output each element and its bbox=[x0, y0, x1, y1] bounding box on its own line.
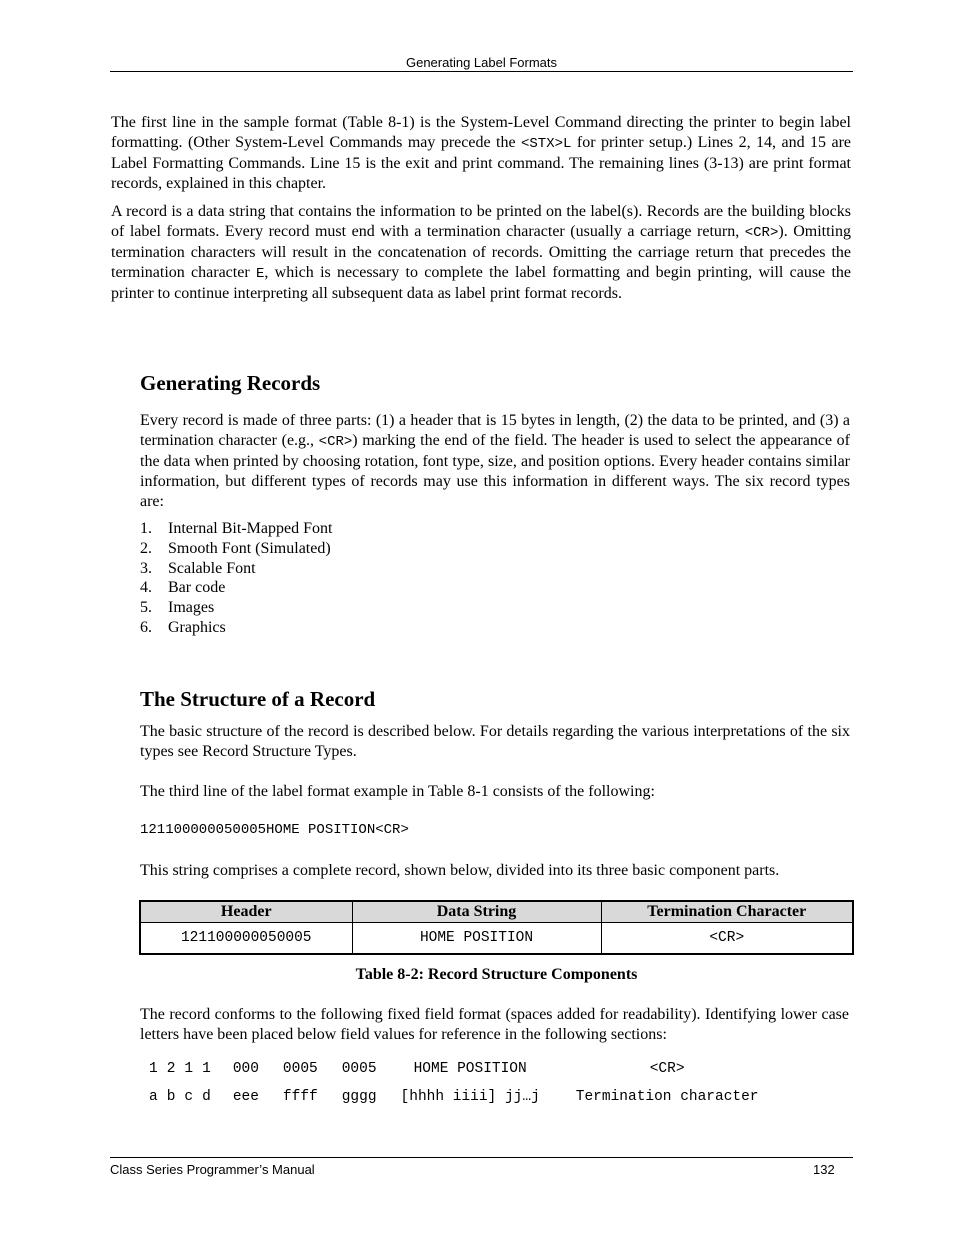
list-text: Internal Bit-Mapped Font bbox=[168, 520, 333, 537]
table-cell: <CR> bbox=[601, 923, 853, 955]
inline-code: <CR> bbox=[744, 225, 779, 241]
field-letter: d bbox=[202, 1089, 211, 1105]
table-header-row bbox=[140, 901, 853, 923]
generating-records-paragraph bbox=[140, 411, 850, 512]
text-run: ). Omitting termination characters will result in the concatenation of records. Omitting the carriage return that precedes the termination character bbox=[111, 223, 851, 281]
text-run: The first line in the sample format (Table 8-1) is the System-Level Command directing the printer to begin label formatting. (Other System-Level Commands may precede the bbox=[111, 114, 851, 151]
structure-paragraph-2: The third line of the label format example in Table 8-1 consists of the following: bbox=[140, 783, 655, 800]
list-number: 3. bbox=[140, 559, 152, 577]
list-text: Images bbox=[168, 599, 215, 617]
field-value: 1 bbox=[149, 1061, 158, 1077]
field-letter: eee bbox=[232, 1089, 259, 1105]
code-example: 121100000050005HOME POSITION<CR> bbox=[140, 822, 409, 838]
structure-paragraph-1: The basic structure of the record is described below. For details regarding the various interpretations of the six types see Record Structure Types. bbox=[140, 723, 850, 760]
field-value: 0005 bbox=[341, 1061, 377, 1077]
section-heading-structure: The Structure of a Record bbox=[140, 687, 376, 711]
field-letter: b bbox=[166, 1089, 176, 1105]
header-rule bbox=[110, 71, 853, 72]
field-value: <CR> bbox=[649, 1061, 685, 1077]
intro-paragraph-2 bbox=[111, 202, 851, 304]
list-text: Scalable Font bbox=[168, 559, 256, 577]
page-number: 132 bbox=[813, 1162, 835, 1177]
field-letter: ffff bbox=[282, 1089, 318, 1105]
inline-code: <STX>L bbox=[521, 136, 572, 152]
field-letter: [hhhh iiii] jj…j bbox=[400, 1089, 540, 1105]
column-header: Data String bbox=[352, 901, 601, 923]
field-value: 2 bbox=[166, 1061, 176, 1077]
list-item bbox=[140, 519, 332, 539]
field-values-row bbox=[140, 1055, 759, 1083]
list-number: 5. bbox=[140, 599, 152, 617]
field-value: HOME POSITION bbox=[413, 1061, 527, 1077]
table-row bbox=[140, 923, 853, 955]
fixed-field-format bbox=[140, 1055, 759, 1111]
inline-code: <CR> bbox=[318, 434, 353, 450]
field-letter: gggg bbox=[341, 1089, 377, 1105]
field-value: 1 bbox=[184, 1061, 194, 1077]
text-run: Every record is made of three parts: (1) a header that is 15 bytes in length, (2) the data to be printed, and (3) a termination character (e.g., bbox=[140, 412, 850, 449]
field-value: 000 bbox=[232, 1061, 259, 1077]
record-types-list bbox=[140, 519, 332, 638]
list-number: 6. bbox=[140, 618, 152, 636]
list-number: 1. bbox=[140, 520, 152, 537]
footer-rule bbox=[110, 1157, 853, 1158]
field-letters-row bbox=[140, 1083, 759, 1111]
text-run: , which is necessary to complete the label formatting and begin printing, will cause the printer to continue interpreting all subsequent data as label print format records. bbox=[111, 264, 851, 302]
intro-paragraph-1 bbox=[111, 113, 851, 194]
column-header: Termination Character bbox=[601, 901, 853, 923]
field-value: 0005 bbox=[282, 1061, 318, 1077]
list-item bbox=[140, 559, 332, 579]
section-heading-generating-records: Generating Records bbox=[140, 371, 321, 395]
list-text: Smooth Font (Simulated) bbox=[168, 539, 331, 557]
field-letter: Termination character bbox=[575, 1089, 759, 1105]
field-letter: c bbox=[184, 1089, 194, 1105]
record-structure-table bbox=[139, 900, 854, 955]
list-item bbox=[140, 618, 332, 638]
list-text: Bar code bbox=[168, 579, 226, 597]
running-header: Generating Label Formats bbox=[405, 55, 558, 70]
structure-paragraph-4: The record conforms to the following fixed field format (spaces added for readability). Identifying lower case letters have been placed below field values for reference in the following sections: bbox=[140, 1006, 849, 1043]
list-item bbox=[140, 598, 332, 618]
text-run: ) marking the end of the field. The header is used to select the appearance of the data when printed by choosing rotation, font type, size, and position options. Every header contains similar information, but different types of records may use this information in different ways. The six record types are: bbox=[140, 432, 851, 510]
text-run: for printer setup.) Lines 2, 14, and 15 are Label Formatting Commands. Line 15 is the exit and print command. The remaining lines (3-13) are print format records, explained in this chapter. bbox=[111, 134, 851, 192]
field-letter: a bbox=[149, 1089, 158, 1105]
inline-code: E bbox=[255, 266, 265, 282]
text-run: A record is a data string that contains the information to be printed on the label(s). Records are the building blocks of label formats. Every record must end with a termination character (usually a carriage return, bbox=[111, 203, 851, 240]
structure-paragraph-3: This string comprises a complete record, shown below, divided into its three basic component parts. bbox=[140, 862, 780, 879]
list-item bbox=[140, 578, 332, 598]
list-number: 4. bbox=[140, 579, 152, 597]
table-cell: HOME POSITION bbox=[352, 923, 601, 955]
list-number: 2. bbox=[140, 539, 152, 557]
field-value: 1 bbox=[202, 1061, 211, 1077]
list-item bbox=[140, 539, 332, 559]
footer-manual-title: Class Series Programmer’s Manual bbox=[110, 1162, 315, 1177]
table-caption: Table 8-2: Record Structure Components bbox=[355, 966, 638, 983]
list-text: Graphics bbox=[168, 618, 226, 636]
table-cell: 121100000050005 bbox=[140, 923, 352, 955]
column-header: Header bbox=[140, 901, 352, 923]
